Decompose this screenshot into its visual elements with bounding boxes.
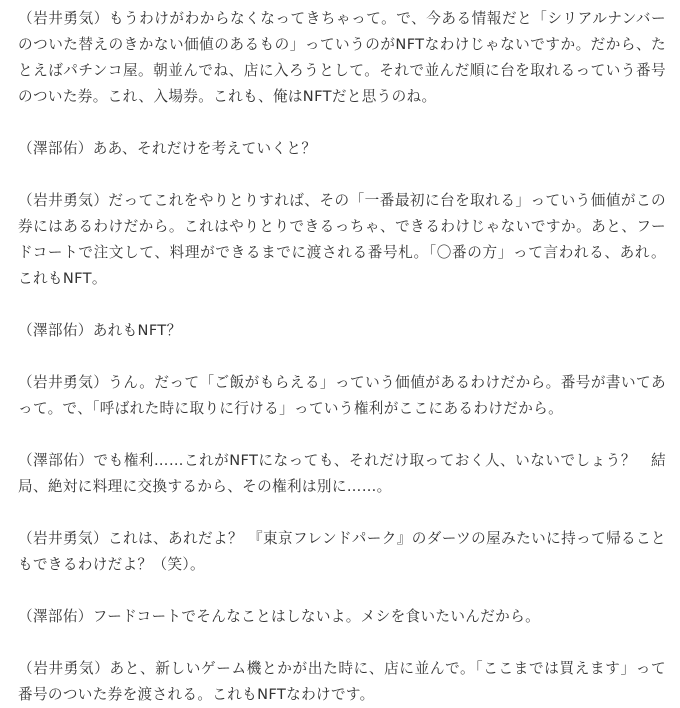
dialogue-paragraph: （澤部佑）ああ、それだけを考えていくと？ <box>18 140 317 157</box>
dialogue-paragraph: （澤部佑）でも権利……これがNFTになっても、それだけ取っておく人、いないでしょう？ 結局、絶対に料理に交換するから、その権利は別に……。 <box>18 452 666 495</box>
dialogue-paragraph: （岩井勇気）あと、新しいゲーム機とかが出た時に、店に並んで。「ここまでは買えます」って番号のついた券を渡される。これもNFTなわけです。 <box>18 660 666 703</box>
dialogue-paragraph: （澤部佑）あれもNFT？ <box>18 322 182 339</box>
dialogue-paragraph: （澤部佑）フードコートでそんなことはしないよ。メシを食いたいんだから。 <box>18 608 541 625</box>
dialogue-paragraph: （岩井勇気）もうわけがわからなくなってきちゃって。で、今ある情報だと「シリアルナンバーのついた替えのきかない価値のあるもの」っていうのがNFTなわけじゃないですか。だから、たとえばパチンコ屋。朝並んでね、店に入ろうとして。それで並んだ順に台を取れるっていう番号のついた券。これ、入場券。これも、俺はNFTだと思うのね。 <box>18 10 666 105</box>
dialogue-paragraph: （岩井勇気）うん。だって「ご飯がもらえる」っていう価値があるわけだから。番号が書いてあって。で、「呼ばれた時に取りに行ける」っていう権利がここにあるわけだから。 <box>18 374 666 417</box>
dialogue-paragraph: （岩井勇気）これは、あれだよ？ 『東京フレンドパーク』のダーツの屋みたいに持って帰ることもできるわけだよ？（笑）。 <box>18 530 666 573</box>
dialogue-paragraph: （岩井勇気）だってこれをやりとりすれば、その「一番最初に台を取れる」っていう価値がこの券にはあるわけだから。これはやりとりできるっちゃ、できるわけじゃないですか。あと、フードコートで注文して、料理ができるまでに渡される番号札。「〇番の方」って言われる、あれ。これもNFT。 <box>18 192 666 287</box>
